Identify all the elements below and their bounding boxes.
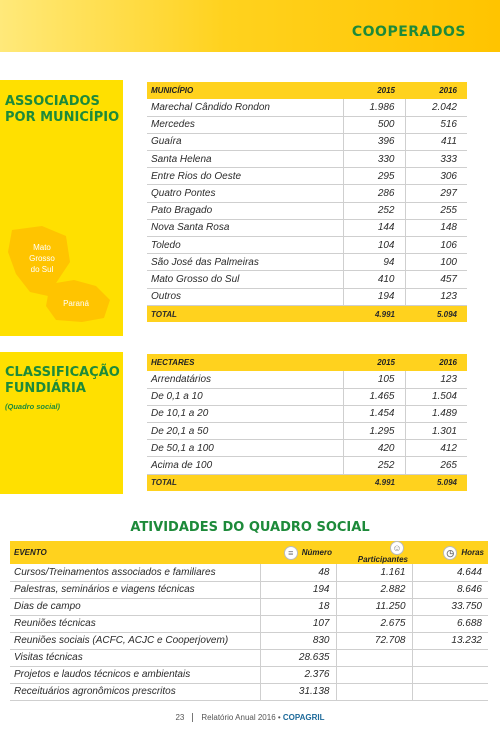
row-value: 1.986 [343, 99, 405, 116]
total-row [147, 305, 467, 322]
event-value: 107 [260, 615, 336, 632]
row-value: 396 [343, 133, 405, 150]
table-header-row [147, 354, 467, 371]
event-value: 33.750 [412, 598, 488, 615]
row-value: 106 [405, 237, 467, 254]
section2-title-line1: CLASSIFICAÇÃO [5, 365, 120, 380]
row-value: 330 [343, 151, 405, 168]
event-value: 1.161 [336, 564, 412, 581]
table-row [147, 440, 467, 457]
page-footer [0, 713, 500, 722]
col-evento: EVENTO [10, 541, 260, 564]
row-value: 123 [405, 371, 467, 388]
document-icon: ≡ [284, 546, 298, 560]
total-row [147, 474, 467, 491]
map-label-grosso: Grosso [29, 254, 55, 263]
event-value: 8.646 [412, 581, 488, 598]
table-row [147, 371, 467, 388]
event-value: 2.376 [260, 666, 336, 683]
event-value [336, 649, 412, 666]
row-value: 297 [405, 185, 467, 202]
row-value: 148 [405, 219, 467, 236]
footer-divider [192, 713, 193, 722]
section2-title [5, 365, 120, 397]
row-value: 252 [343, 457, 405, 474]
row-label: De 10,1 a 20 [147, 405, 343, 422]
event-value: 72.708 [336, 632, 412, 649]
section1-title [5, 94, 119, 126]
col-municipio: MUNICÍPIO [147, 82, 343, 99]
event-value: 18 [260, 598, 336, 615]
map-label-mato: Mato [33, 243, 51, 252]
event-name: Reuniões sociais (ACFC, ACJC e Cooperjovem) [10, 632, 260, 649]
row-value: 500 [343, 116, 405, 133]
table-row [147, 254, 467, 271]
clock-icon: ◷ [443, 546, 457, 560]
table-row [147, 133, 467, 150]
table-row [10, 564, 488, 581]
event-name: Projetos e laudos técnicos e ambientais [10, 666, 260, 683]
row-value: 1.465 [343, 388, 405, 405]
row-value: 1.301 [405, 423, 467, 440]
row-value: 1.295 [343, 423, 405, 440]
table-row [147, 168, 467, 185]
row-label: Nova Santa Rosa [147, 219, 343, 236]
municipio-table [147, 82, 467, 322]
table-row [147, 99, 467, 116]
hectares-table [147, 354, 467, 491]
section2-subtitle: (Quadro social) [5, 402, 61, 411]
brand-name: COPAGRIL [282, 713, 325, 722]
page-number: 23 [175, 713, 185, 722]
row-label: Mato Grosso do Sul [147, 271, 343, 288]
table-row [10, 632, 488, 649]
table-row [147, 388, 467, 405]
row-label: Santa Helena [147, 151, 343, 168]
row-label: De 50,1 a 100 [147, 440, 343, 457]
event-value [412, 683, 488, 700]
map-label-dosul: do Sul [30, 265, 54, 274]
row-value: 94 [343, 254, 405, 271]
row-value: 265 [405, 457, 467, 474]
event-name: Palestras, seminários e viagens técnicas [10, 581, 260, 598]
row-label: Toledo [147, 237, 343, 254]
row-label: Acima de 100 [147, 457, 343, 474]
row-label: Entre Rios do Oeste [147, 168, 343, 185]
total-value: 4.991 [343, 305, 405, 322]
row-value: 457 [405, 271, 467, 288]
event-value [336, 666, 412, 683]
table-row [147, 271, 467, 288]
event-value: 2.882 [336, 581, 412, 598]
event-name: Cursos/Treinamentos associados e familiares [10, 564, 260, 581]
table-row [10, 581, 488, 598]
table-row [10, 598, 488, 615]
event-value: 194 [260, 581, 336, 598]
total-label: TOTAL [147, 305, 343, 322]
table-row [147, 202, 467, 219]
event-value: 2.675 [336, 615, 412, 632]
table-row [10, 666, 488, 683]
region-map [0, 222, 115, 332]
report-name: Relatório Anual 2016 • [201, 713, 281, 722]
col-numero [260, 541, 336, 564]
row-value: 100 [405, 254, 467, 271]
row-value: 286 [343, 185, 405, 202]
row-value: 123 [405, 288, 467, 305]
row-value: 306 [405, 168, 467, 185]
total-value: 5.094 [405, 474, 467, 491]
col-horas [412, 541, 488, 564]
col-hectares: HECTARES [147, 354, 343, 371]
col-2015: 2015 [343, 82, 405, 99]
row-label: Outros [147, 288, 343, 305]
row-label: Marechal Cândido Rondon [147, 99, 343, 116]
row-label: Mercedes [147, 116, 343, 133]
col-participantes [336, 541, 412, 564]
col-2016: 2016 [405, 354, 467, 371]
row-value: 516 [405, 116, 467, 133]
table-row [147, 237, 467, 254]
row-value: 105 [343, 371, 405, 388]
section1-title-line1: ASSOCIADOS [5, 94, 100, 109]
event-name: Reuniões técnicas [10, 615, 260, 632]
row-label: São José das Palmeiras [147, 254, 343, 271]
row-label: Quatro Pontes [147, 185, 343, 202]
map-label-parana: Paraná [63, 299, 89, 308]
table-row [147, 185, 467, 202]
event-value: 28.635 [260, 649, 336, 666]
table-row [10, 615, 488, 632]
page-title: COOPERADOS [351, 24, 466, 40]
row-value: 333 [405, 151, 467, 168]
activities-heading: ATIVIDADES DO QUADRO SOCIAL [130, 520, 370, 535]
col-2016: 2016 [405, 82, 467, 99]
col-2015: 2015 [343, 354, 405, 371]
row-value: 420 [343, 440, 405, 457]
row-label: Pato Bragado [147, 202, 343, 219]
event-value: 4.644 [412, 564, 488, 581]
table-row [147, 151, 467, 168]
event-value [412, 666, 488, 683]
table-row [147, 116, 467, 133]
row-label: De 20,1 a 50 [147, 423, 343, 440]
row-value: 104 [343, 237, 405, 254]
table-row [147, 219, 467, 236]
table-header-row [10, 541, 488, 564]
col-participantes-label: Participantes [357, 555, 408, 564]
row-label: Guaíra [147, 133, 343, 150]
table-header-row [147, 82, 467, 99]
event-value [412, 649, 488, 666]
row-value: 2.042 [405, 99, 467, 116]
event-value: 13.232 [412, 632, 488, 649]
row-value: 194 [343, 288, 405, 305]
total-label: TOTAL [147, 474, 343, 491]
row-value: 255 [405, 202, 467, 219]
row-value: 1.504 [405, 388, 467, 405]
table-row [10, 683, 488, 700]
event-value: 31.138 [260, 683, 336, 700]
activities-table [10, 541, 488, 701]
row-label: Arrendatários [147, 371, 343, 388]
table-row [147, 405, 467, 422]
event-value: 830 [260, 632, 336, 649]
table-row [10, 649, 488, 666]
event-name: Receituários agronômicos prescritos [10, 683, 260, 700]
section1-title-line2: POR MUNICÍPIO [5, 110, 120, 125]
row-value: 295 [343, 168, 405, 185]
row-value: 144 [343, 219, 405, 236]
row-value: 1.489 [405, 405, 467, 422]
table-row [147, 457, 467, 474]
row-value: 411 [405, 133, 467, 150]
col-horas-label: Horas [461, 547, 484, 557]
event-name: Dias de campo [10, 598, 260, 615]
row-label: De 0,1 a 10 [147, 388, 343, 405]
event-value: 11.250 [336, 598, 412, 615]
total-value: 4.991 [343, 474, 405, 491]
event-value [336, 683, 412, 700]
event-name: Visitas técnicas [10, 649, 260, 666]
top-banner [0, 0, 500, 52]
total-value: 5.094 [405, 305, 467, 322]
row-value: 1.454 [343, 405, 405, 422]
event-value: 48 [260, 564, 336, 581]
table-row [147, 288, 467, 305]
section2-title-line2: FUNDIÁRIA [5, 381, 86, 396]
people-icon: ☺ [390, 541, 404, 555]
col-numero-label: Número [301, 547, 332, 557]
table-row [147, 423, 467, 440]
row-value: 252 [343, 202, 405, 219]
row-value: 412 [405, 440, 467, 457]
event-value: 6.688 [412, 615, 488, 632]
row-value: 410 [343, 271, 405, 288]
